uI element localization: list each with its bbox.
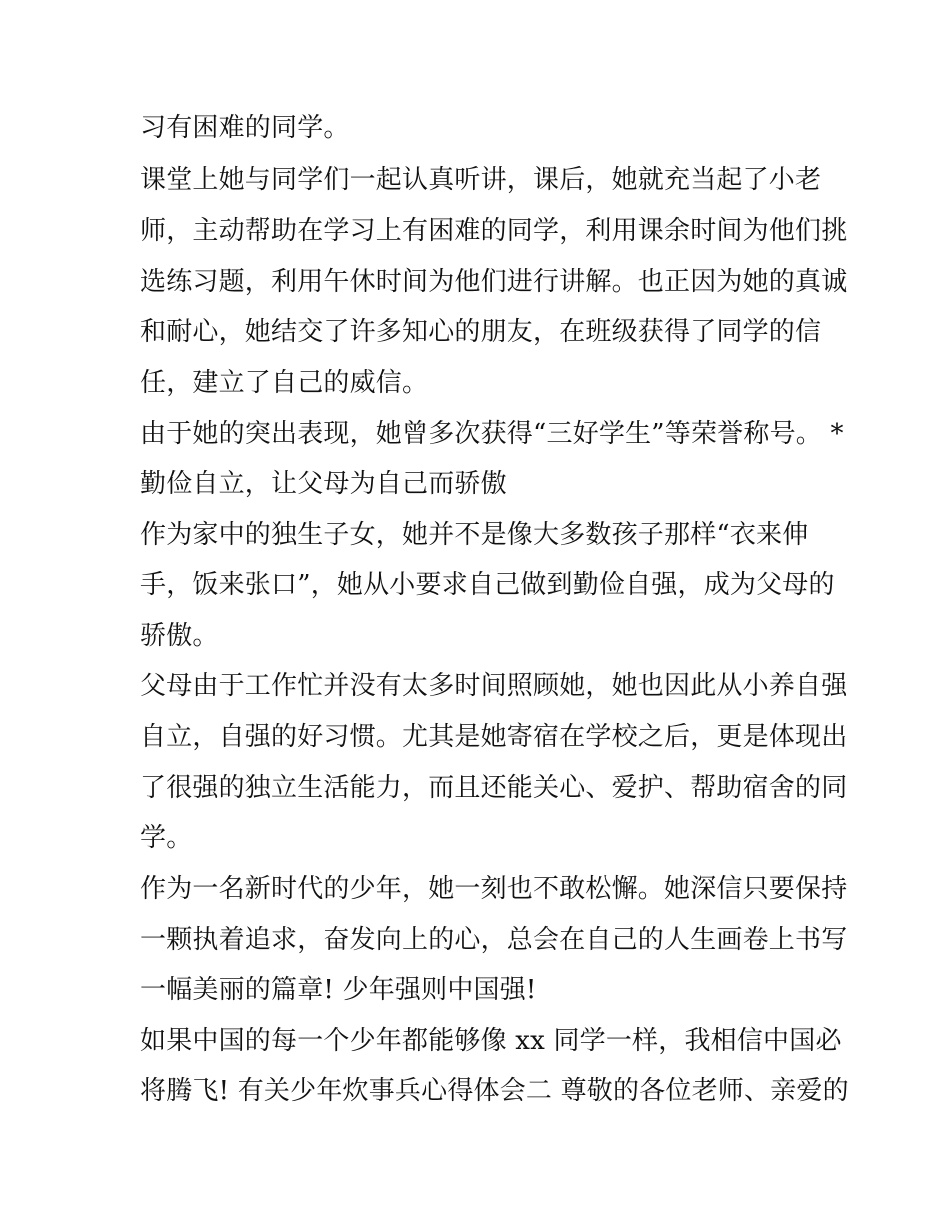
- text-line: 如果中国的每一个少年都能够像 xx 同学一样，我相信中国必: [140, 1026, 842, 1056]
- text-line: 手，饭来张口”，她从小要求自己做到勤俭自强，成为父母的: [140, 570, 835, 600]
- text-line: 父母由于工作忙并没有太多时间照顾她，她也因此从小养自强: [140, 671, 848, 701]
- text-line: 任，建立了自己的威信。: [140, 368, 429, 398]
- text-line: 一颗执着追求，奋发向上的心，总会在自己的人生画卷上书写: [140, 925, 848, 955]
- text-line: 和耐心，她结交了许多知心的朋友，在班级获得了同学的信: [140, 317, 822, 347]
- text-line: 一幅美丽的篇章! 少年强则中国强!: [140, 975, 537, 1005]
- text-line: 骄傲。: [140, 621, 219, 651]
- text-line: 作为一名新时代的少年，她一刻也不敢松懈。她深信只要保持: [140, 874, 848, 904]
- text-line: 作为家中的独生子女，她并不是像大多数孩子那样“衣来伸: [140, 520, 809, 550]
- text-line: 将腾飞! 有关少年炊事兵心得体会二 尊敬的各位老师、亲爱的: [140, 1076, 849, 1106]
- text-line: 师，主动帮助在学习上有困难的同学，利用课余时间为他们挑: [140, 216, 848, 246]
- section-heading: 勤俭自立，让父母为自己而骄傲: [140, 469, 507, 499]
- text-line: 了很强的独立生活能力，而且还能关心、爱护、帮助宿舍的同: [140, 773, 848, 803]
- text-line: 由于她的突出表现，她曾多次获得“三好学生”等荣誉称号。 *: [140, 419, 844, 449]
- text-line: 习有困难的同学。: [140, 113, 350, 143]
- text-line: 学。: [140, 823, 193, 853]
- text-line: 课堂上她与同学们一起认真听讲，课后，她就充当起了小老: [140, 165, 822, 195]
- text-line: 选练习题，利用午休时间为他们进行讲解。也正因为她的真诚: [140, 267, 848, 297]
- text-line: 自立，自强的好习惯。尤其是她寄宿在学校之后，更是体现出: [140, 722, 848, 752]
